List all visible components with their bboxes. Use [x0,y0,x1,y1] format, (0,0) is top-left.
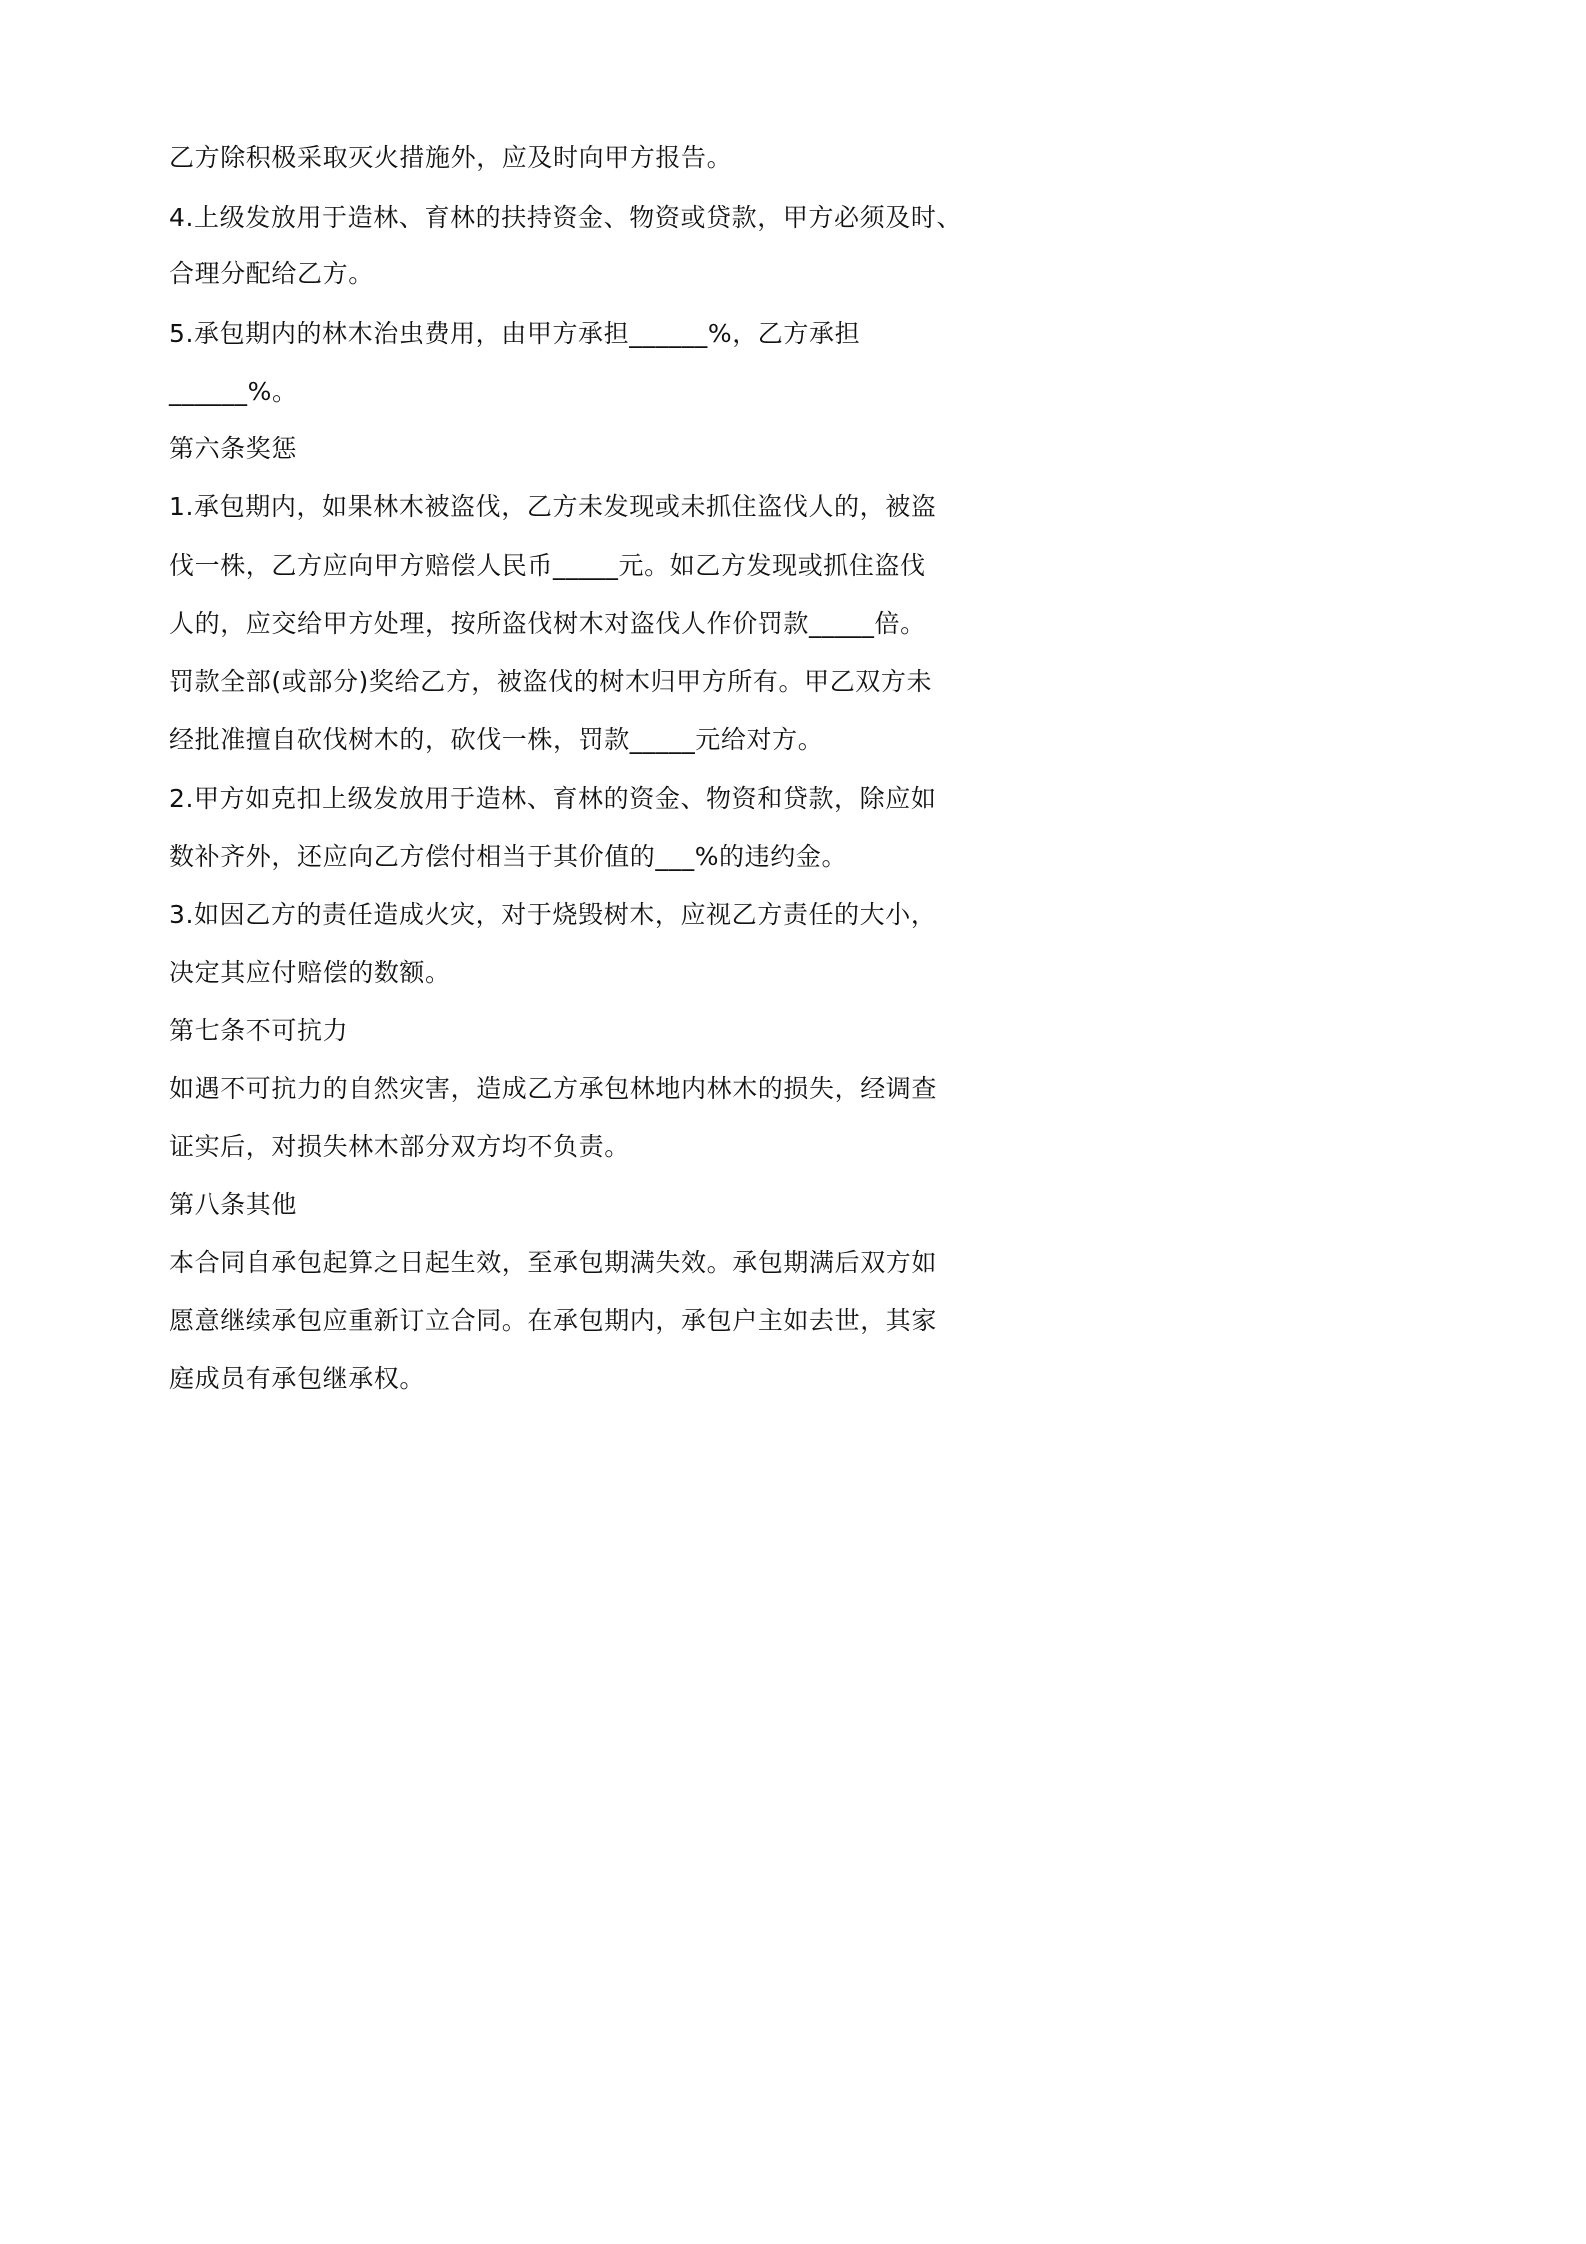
text-line: ______%。 [169,377,298,406]
text-line: 证实后，对损失林木部分双方均不负责。 [169,1132,630,1161]
text-line: 3.如因乙方的责任造成火灾，对于烧毁树木，应视乙方责任的大小， [169,900,937,929]
text-line: 1.承包期内，如果林木被盗伐，乙方未发现或未抓住盗伐人的，被盗 [169,492,937,521]
section-heading: 第六条奖惩 [169,434,298,463]
text-line: 数补齐外，还应向乙方偿付相当于其价值的___%的违约金。 [169,842,848,871]
text-line: 伐一株，乙方应向甲方赔偿人民币_____元。如乙方发现或抓住盗伐 [169,551,926,580]
text-line: 合理分配给乙方。 [169,259,374,288]
text-line: 5.承包期内的林木治虫费用，由甲方承担______%，乙方承担 [169,319,861,348]
text-line: 决定其应付赔偿的数额。 [169,958,451,987]
section-heading: 第七条不可抗力 [169,1016,349,1045]
text-line: 如遇不可抗力的自然灾害，造成乙方承包林地内林木的损失，经调查 [169,1074,938,1103]
text-line: 经批准擅自砍伐树木的，砍伐一株，罚款_____元给对方。 [169,725,824,754]
section-heading: 第八条其他 [169,1190,298,1219]
text-line: 罚款全部(或部分)奖给乙方，被盗伐的树木归甲方所有。甲乙双方未 [169,667,933,696]
text-line: 人的，应交给甲方处理，按所盗伐树木对盗伐人作价罚款_____倍。 [169,609,926,638]
text-line: 乙方除积极采取灭火措施外，应及时向甲方报告。 [169,143,733,172]
text-line: 2.甲方如克扣上级发放用于造林、育林的资金、物资和贷款，除应如 [169,784,937,813]
text-line: 庭成员有承包继承权。 [169,1364,426,1393]
text-line: 愿意继续承包应重新订立合同。在承包期内，承包户主如去世，其家 [169,1306,938,1335]
text-line: 本合同自承包起算之日起生效，至承包期满失效。承包期满后双方如 [169,1248,938,1277]
text-line: 4.上级发放用于造林、育林的扶持资金、物资或贷款，甲方必须及时、 [169,203,963,232]
